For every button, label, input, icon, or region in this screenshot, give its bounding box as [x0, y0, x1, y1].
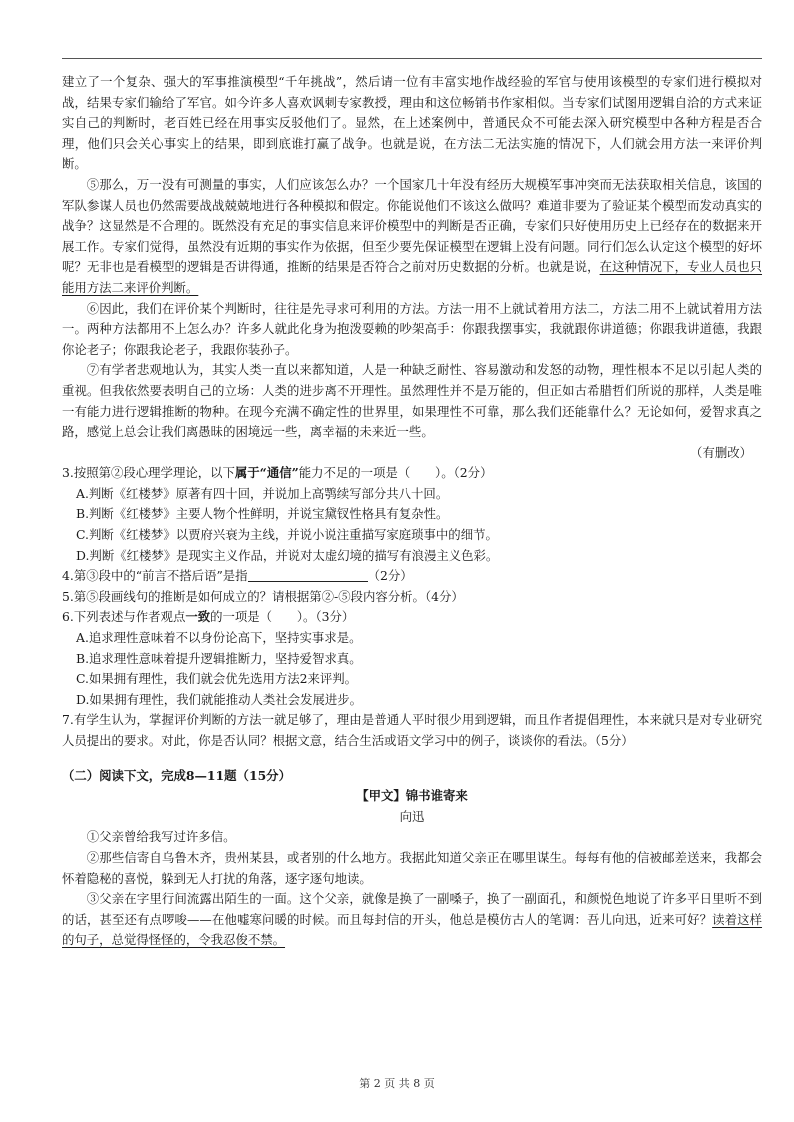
page-footer: 第 2 页 共 8 页 [359, 1077, 435, 1090]
passage-paragraph-intro: 建立了一个复杂、强大的军事推演模型“千年挑战”，然后请一位有丰富实地作战经验的军官与使用该模型的专家们进行模拟对战，结果专家们输给了军官。如今许多人喜欢讽刺专家教授，理由和这位畅销书作家相似。当专家们试图用逻辑自洽的方式来证实自己的判断时，老百姓已经在用事实反驳他们了。显然，在上述案例中，普通民众不可能去深入研究模型中各种方程是否合理，他们只会关心事实上的结果，即到底谁打赢了战争。也就是说，在方法二无法实施的情况下，人们就会用方法一来评价判断。 [62, 74, 762, 172]
question-6 [62, 607, 762, 628]
q3-option-d: D.判断《红楼梦》是现实主义作品，并说对太虚幻境的描写有浪漫主义色彩。 [76, 547, 499, 563]
p5-underlined-sentence: 在这种情况下，专业人员也只能用方法二来评价判断。 [62, 259, 763, 295]
q6-option-b: B.追求理性意味着提升逻辑推断力，坚持爱智求真。 [76, 650, 362, 666]
passage-paragraph-6: ⑥因此，我们在评价某个判断时，往往是先寻求可利用的方法。方法一用不上就试着用方法二，方法二用不上就试着用方法一。两种方法都用不上怎么办？许多人就此化身为抱泼耍赖的吵架高手：你跟我摆事实，我就跟你讲道德；你跟我讲道德，我跟你论老子；你跟我论老子，我跟你装孙子。 [62, 300, 762, 357]
q6-text: 6.下列表述与作者观点 [62, 609, 186, 625]
article-author: 向迅 [399, 808, 425, 824]
q3-emphasis: 属于“通信” [234, 465, 299, 481]
passage-paragraph-7: ⑦有学者悲观地认为，其实人类一直以来都知道，人是一种缺乏耐性、容易激动和发怒的动物，理性根本不足以引起人类的重视。但我依然要表明自己的立场：人类的进步离不开理性。虽然理性并不是万能的，但正如古希腊哲们所说的那样，人类是唯一有能力进行逻辑推断的物种。在现今充满不确定性的世界里，如果理性不可靠，那么我们还能靠什么？无论如何，爱智求真之路，感觉上总会让我们离愚昧的困境远一些，离幸福的未来近一些。 [62, 362, 762, 440]
section-2-heading: （二）阅读下文，完成8—11题（15分） [62, 767, 291, 783]
question-3 [62, 463, 762, 484]
header-rule [62, 58, 762, 59]
q6-text-end: 的一项是（ ）。（3分） [210, 609, 355, 625]
page-content [62, 72, 762, 951]
q4-text: 4.第③段中的“前言不搭后语”是指 [62, 568, 248, 584]
article-paragraph-3 [62, 889, 762, 951]
q6-option-a: A.追求理性意味着不以身份论高下，坚持实事求是。 [76, 630, 362, 646]
p3-underlined-sentence: 读着这样的句子，总觉得怪怪的，令我忍俊不禁。 [62, 911, 763, 948]
q3-text-end: 能力不足的一项是（ ）。（2分） [298, 465, 493, 481]
question-4 [62, 566, 762, 587]
article-title: 【甲文】锦书谁寄来 [356, 788, 468, 804]
q3-option-a: A.判断《红楼梦》原著有四十回，并说加上高鹗续写部分共八十回。 [76, 485, 449, 501]
passage-paragraph-5 [62, 175, 762, 299]
q6-emphasis: 一致 [185, 609, 211, 625]
question-7: 7.有学生认为，掌握评价判断的方法一就足够了，理由是普通人平时很少用到逻辑，而且作者提倡理性，本来就只是对专业研究人员提出的要求。对此，你是否认同？根据文意，结合生活或语文学习中的例子，谈谈你的看法。（5分） [62, 712, 762, 748]
revision-note: （有删改） [690, 444, 752, 460]
p3-text: ③父亲在字里行间流露出陌生的一面。这个父亲，就像是换了一副嗓子，换了一副面孔，和颜悦色地说了许多平日里听不到的话，甚至还有点啰唆——在他嘘寒问暖的时候。而且每封信的开头，他总是模仿古人的笔调：吾儿向迅，近来可好？ [62, 891, 762, 927]
q4-answer-blank[interactable] [248, 567, 368, 582]
q4-points: （2分） [367, 568, 413, 584]
q3-option-b: B.判断《红楼梦》主要人物个性鲜明，并说宝黛钗性格具有复杂性。 [76, 506, 449, 522]
q6-option-c: C.如果拥有理性，我们就会优先选用方法2来评判。 [76, 671, 358, 687]
article-paragraph-1: ①父亲曾给我写过许多信。 [86, 829, 236, 845]
q3-text: 3.按照第②段心理学理论，以下 [62, 465, 235, 481]
question-5: 5.第⑤段画线句的推断是如何成立的？请根据第②-⑤段内容分析。（4分） [62, 588, 464, 604]
p5-text: ⑤那么，万一没有可测量的事实，人们应该怎么办？一个国家几十年没有经历大规模军事冲突而无法获取相关信息，该国的军队参谋人员也仍然需要战战兢兢地进行各种模拟和假定。你能说他们不该这么做吗？难道非要为了验证某个模型而发动真实的战争？这显然是不合理的。既然没有充足的事实信息来评价模型中的判断是否正确，专家们只好使用历史上已经存在的数据来开展工作。专家们觉得，虽然没有近期的事实作为依据，但至少要先保证模型在逻辑上没有问题。同行们怎么认定这个模型的好坏呢？无非也是看模型的逻辑是否讲得通，推断的结果是否符合之前对历史数据的分析。也就是说， [62, 176, 762, 275]
q3-option-c: C.判断《红楼梦》以贾府兴衰为主线，并说小说注重描写家庭琐事中的细节。 [76, 527, 498, 543]
q6-option-d: D.如果拥有理性，我们就能推动人类社会发展进步。 [76, 691, 363, 707]
article-paragraph-2: ②那些信寄自乌鲁木齐，贵州某县，或者别的什么地方。我据此知道父亲正在哪里谋生。每每有他的信被邮差送来，我都会怀着隐秘的喜悦，躲到无人打扰的角落，逐字逐句地读。 [62, 849, 762, 886]
